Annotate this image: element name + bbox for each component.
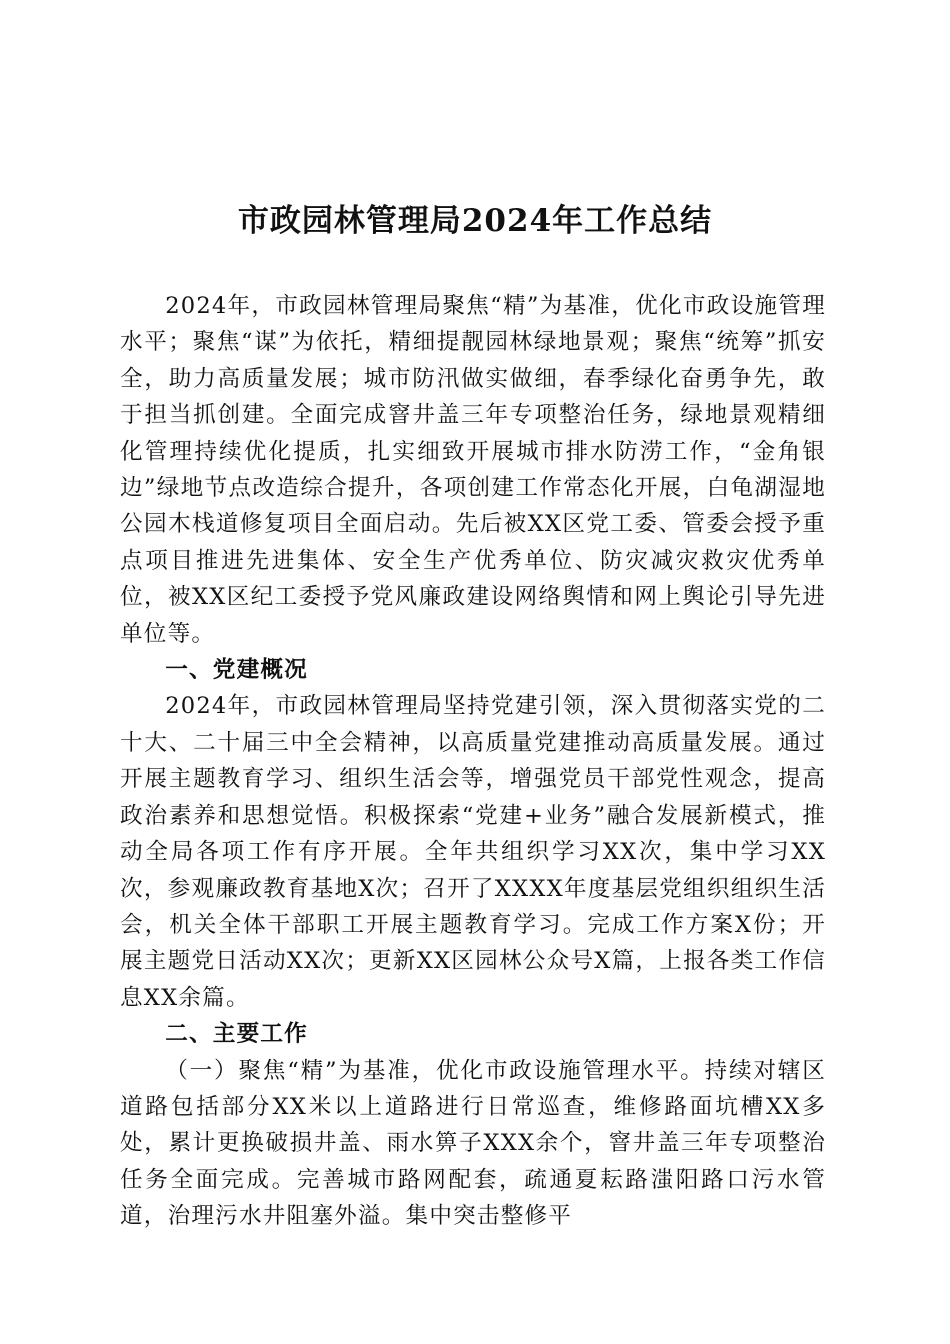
party-building-paragraph: 2024年，市政园林管理局坚持党建引领，深入贯彻落实党的二十大、二十届三中全会精神，以高质量党建推动高质量发展。通过开展主题教育学习、组织生活会等，增强党员干部党性观念，提高政治素养和思想觉悟。积极探索“党建+业务”融合发展新模式，推动全局各项工作有序开展。全年共组织学习XX次，集中学习XX次，参观廉政教育基地X次；召开了XXXX年度基层党组织组织生活会，机关全体干部职工开展主题教育学习。完成工作方案X份；开展主题党日活动XX次；更新XX区园林公众号X篇，上报各类工作信息XX余篇。 <box>120 693 826 1011</box>
section-heading-party-building: 一、党建概况 <box>165 657 308 684</box>
section-heading-main-work: 二、主要工作 <box>165 1021 308 1048</box>
document-body <box>120 288 826 1235</box>
main-work-paragraph-1: （一）聚焦“精”为基准，优化市政设施管理水平。持续对辖区道路包括部分XX米以上道路进行日常巡查，维修路面坑槽XX多处，累计更换破损井盖、雨水箅子XXX余个，窨井盖三年专项整治任务全面完成。完善城市路网配套，疏通夏耘路滍阳路口污水管道，治理污水井阻塞外溢。集中突击整修平 <box>120 1057 826 1230</box>
intro-paragraph: 2024年，市政园林管理局聚焦“精”为基准，优化市政设施管理水平；聚焦“谋”为依托，精细提靓园林绿地景观；聚焦“统筹”抓安全，助力高质量发展；城市防汛做实做细，春季绿化奋勇争先，敢于担当抓创建。全面完成窨井盖三年专项整治任务，绿地景观精细化管理持续优化提质，扎实细致开展城市排水防涝工作，“金角银边”绿地节点改造综合提升，各项创建工作常态化开展，白龟湖湿地公园木栈道修复项目全面启动。先后被XX区党工委、管委会授予重点项目推进先进集体、安全生产优秀单位、防灾减灾救灾优秀单位，被XX区纪工委授予党风廉政建设网络舆情和网上舆论引导先进单位等。 <box>120 293 826 647</box>
document-title: 市政园林管理局2024年工作总结 <box>237 203 713 239</box>
